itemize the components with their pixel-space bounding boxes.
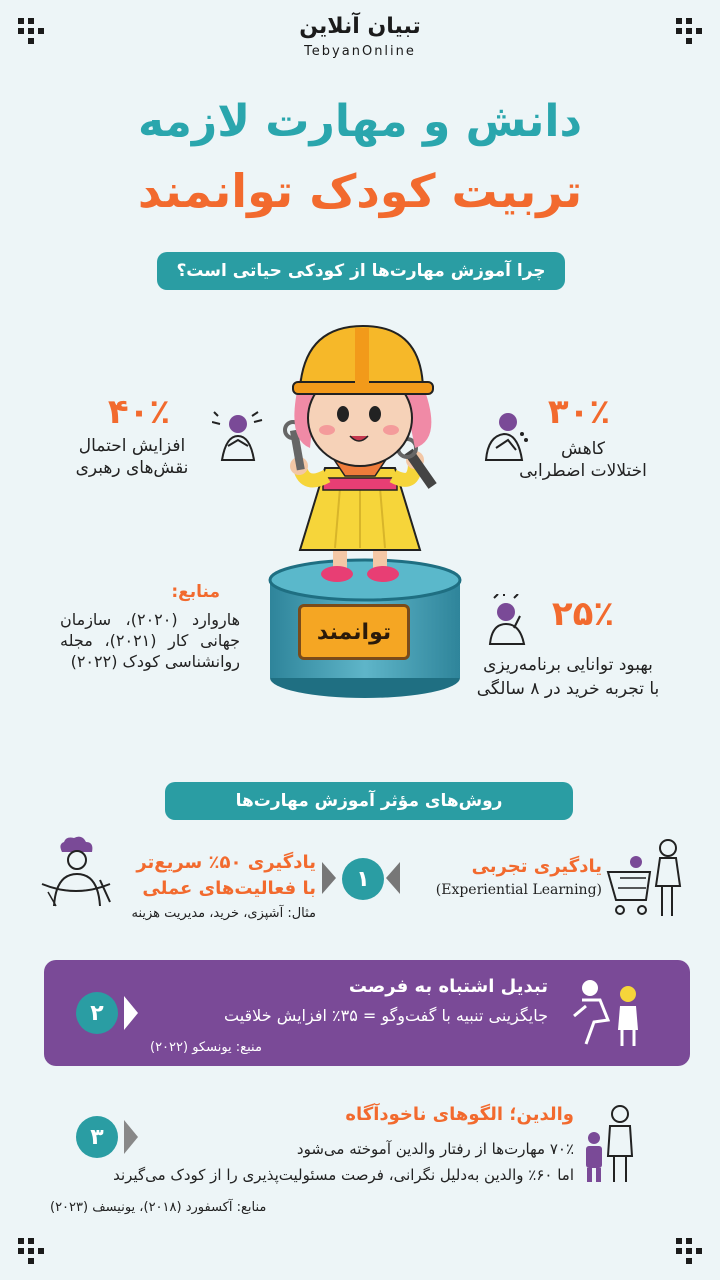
method2-number: ۲ (76, 992, 118, 1034)
shopping-cart-family-icon (606, 838, 686, 920)
method1-number: ۱ (342, 858, 384, 900)
method3-line2: اما ۶۰٪ والدین به‌دلیل نگرانی، فرصت مسئولیت‌پذیری را از کودک می‌گیرند (113, 1166, 574, 1184)
parent-comforting-child-icon (564, 976, 648, 1048)
method3-number: ۳ (76, 1116, 118, 1158)
method2-text: جایگزینی تنبیه با گفت‌وگو = ۳۵٪ افزایش خلاقیت (223, 1006, 548, 1025)
method1-arrow-right (386, 862, 400, 894)
method1-example: مثال: آشپزی، خرید، مدیریت هزینه (131, 906, 316, 921)
corner-ornament-bottom-right (676, 1238, 702, 1264)
parent-and-child-icon (580, 1104, 640, 1184)
stat-30-number: ۳۰٪ (547, 392, 611, 432)
thinking-person-icon (484, 594, 530, 646)
stat-40-number: ۴۰٪ (107, 392, 171, 432)
method1-highlight-line2: با فعالیت‌های عملی (142, 878, 316, 899)
methods-pill: روش‌های مؤثر آموزش مهارت‌ها (165, 782, 573, 820)
stat-30-text-line1: کاهش (561, 439, 605, 459)
method3-line1: ۷۰٪ مهارت‌ها از رفتار والدین آموخته می‌شود (296, 1140, 574, 1158)
method1-title-english: (Experiential Learning) (435, 882, 602, 898)
method3-source: منابع: آکسفورد (۲۰۱۸)، یونیسف (۲۰۲۳) (50, 1200, 267, 1215)
method3-arrow-icon (124, 1120, 138, 1154)
sources-title: منابع: (171, 582, 220, 602)
stat-30-text-line2: اختلالات اضطرابی (519, 461, 647, 481)
method2-title: تبدیل اشتباه به فرصت (348, 976, 548, 997)
method3-title: والدین؛ الگوهای ناخودآگاه (345, 1104, 574, 1125)
stat-25-text-line1: بهبود توانایی برنامه‌ریزی (483, 655, 653, 675)
chef-cooking-icon (40, 836, 112, 910)
stressed-person-icon (212, 410, 264, 462)
method2-arrow-icon (124, 996, 138, 1030)
logo-persian: تبیان آنلاین (299, 14, 421, 39)
page-title-line1: دانش و مهارت لازمه (137, 96, 583, 147)
pedestal-label: توانمند (298, 604, 410, 660)
method1-title: یادگیری تجربی (471, 856, 602, 877)
method2-source: منبع: یونسکو (۲۰۲۲) (150, 1040, 262, 1055)
page-title-line2: تربیت کودک توانمند (137, 164, 583, 218)
why-skills-pill: چرا آموزش مهارت‌ها از کودکی حیاتی است؟ (157, 252, 565, 290)
corner-ornament-bottom-left (18, 1238, 44, 1264)
stat-40-text: افزایش احتمال نقش‌های رهبری (75, 436, 189, 479)
method1-highlight-line1: یادگیری ۵۰٪ سریع‌تر (136, 852, 316, 873)
stat-25-number: ۲۵٪ (551, 594, 615, 634)
logo-english: TebyanOnline (304, 44, 416, 59)
method1-arrow-left (322, 862, 336, 894)
stat-25-text-line2: با تجربه خرید در ۸ سالگی (476, 679, 660, 699)
sources-text: هاروارد (۲۰۲۰)، سازمان جهانی کار (۲۰۲۱)، مجله روانشناسی کودک (۲۰۲۲) (60, 610, 241, 671)
